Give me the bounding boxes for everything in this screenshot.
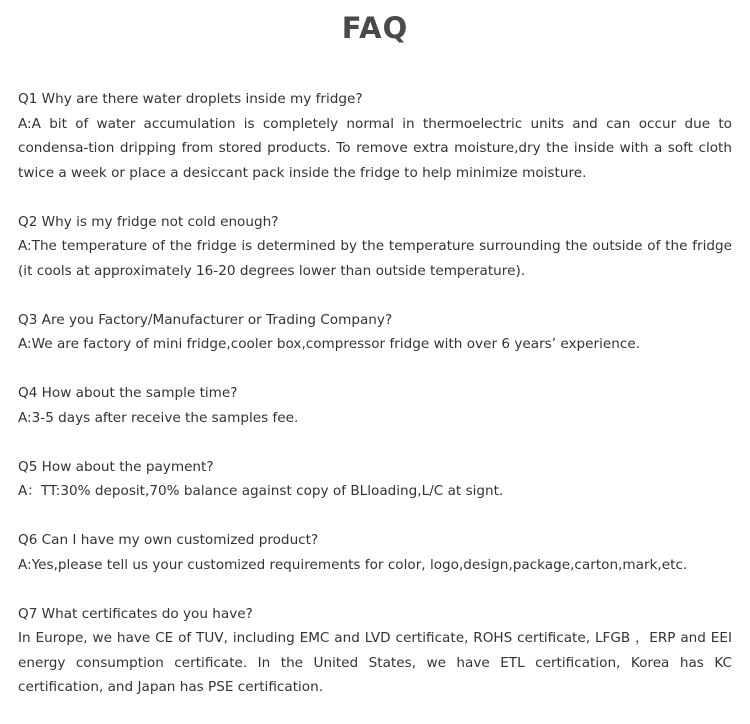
faq-question: Q2 Why is my fridge not cold enough? <box>18 213 279 230</box>
faq-item-4 <box>18 381 732 430</box>
faq-question: Q7 What certificates do you have? <box>18 605 253 622</box>
faq-list <box>18 87 732 724</box>
faq-answer: A:3-5 days after receive the samples fee. <box>18 409 299 426</box>
faq-item-1 <box>18 87 732 185</box>
faq-answer: A:Yes,please tell us your customized requirements for color, logo,design,package,carton,mark,etc. <box>18 556 688 573</box>
faq-question: Q1 Why are there water droplets inside my fridge? <box>18 91 363 107</box>
faq-question: Q4 How about the sample time? <box>18 385 238 401</box>
faq-item-6 <box>18 528 732 577</box>
faq-answer: A:We are factory of mini fridge,cooler box,compressor fridge with over 6 years’ experience. <box>18 336 641 352</box>
faq-answer: A:The temperature of the fridge is determined by the temperature surrounding the outside of the fridge (it cools at approximately 16-20 degrees lower than outside temperature). <box>18 238 732 279</box>
faq-question: Q5 How about the payment? <box>18 458 214 475</box>
faq-item-5 <box>18 455 732 504</box>
page-title: FAQ <box>341 11 409 45</box>
faq-item-7 <box>18 602 732 700</box>
faq-question: Q6 Can I have my own customized product? <box>18 532 319 548</box>
faq-item-2 <box>18 210 732 284</box>
faq-answer: A：TT:30% deposit,70% balance against copy of BLloading,L/C at signt. <box>18 483 504 499</box>
faq-item-3 <box>18 308 732 357</box>
faq-answer: A:A bit of water accumulation is completely normal in thermoelectric units and can occur due to condensa-tion dripping from stored products. To remove extra moisture,dry the inside with a soft cloth twice a week or place a desiccant pack inside the fridge to help minimize moisture. <box>18 115 732 181</box>
faq-answer: In Europe, we have CE of TUV, including EMC and LVD certificate, ROHS certificate, LFGB ，ERP and EEI energy consumption certificate. In the United States, we have ETL certification, Korea has KC certification, and Japan has PSE certification. <box>18 630 732 695</box>
faq-question: Q3 Are you Factory/Manufacturer or Trading Company? <box>18 311 393 328</box>
